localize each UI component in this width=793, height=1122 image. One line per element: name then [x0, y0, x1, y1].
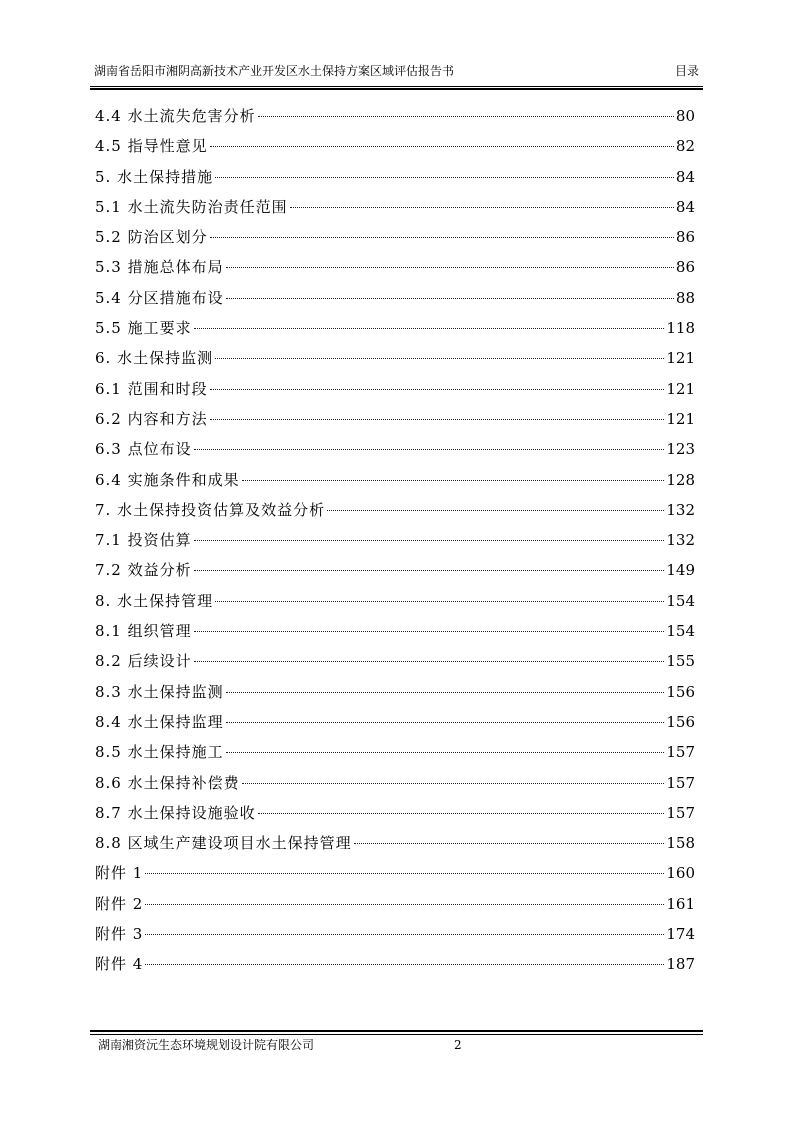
toc-entry-page: 128 — [666, 470, 695, 489]
toc-entry-label: 8.7 水土保持设施验收 — [95, 803, 256, 822]
toc-entry-page: 132 — [666, 531, 695, 550]
toc-entry[interactable] — [95, 707, 695, 737]
toc-entry-page: 84 — [675, 197, 695, 216]
toc-dot-leader — [242, 783, 665, 784]
toc-entry-page: 86 — [675, 258, 695, 277]
toc-entry[interactable] — [95, 343, 695, 373]
toc-entry[interactable] — [95, 737, 695, 767]
toc-dot-leader — [327, 510, 664, 511]
toc-entry-label: 6. 水土保持监测 — [95, 349, 214, 368]
toc-dot-leader — [194, 449, 665, 450]
toc-entry-label: 附件 1 — [95, 864, 144, 883]
toc-entry[interactable] — [95, 252, 695, 282]
page-header — [90, 64, 703, 86]
toc-dot-leader — [210, 146, 674, 147]
toc-entry[interactable] — [95, 162, 695, 192]
toc-dot-leader — [354, 843, 665, 844]
toc-entry[interactable] — [95, 222, 695, 252]
toc-entry[interactable] — [95, 586, 695, 616]
toc-entry-page: 121 — [666, 409, 695, 428]
toc-entry[interactable] — [95, 283, 695, 313]
toc-dot-leader — [215, 601, 664, 602]
toc-dot-leader — [226, 267, 674, 268]
toc-entry-page: 82 — [675, 137, 695, 156]
toc-dot-leader — [215, 177, 674, 178]
toc-entry-label: 5.2 防治区划分 — [95, 228, 208, 247]
toc-entry-page: 121 — [666, 349, 695, 368]
toc-entry-page: 157 — [666, 773, 695, 792]
toc-dot-leader — [210, 237, 674, 238]
toc-dot-leader — [226, 692, 665, 693]
toc-entry-label: 8.3 水土保持监测 — [95, 682, 224, 701]
toc-entry-page: 123 — [666, 440, 695, 459]
toc-entry-label: 8. 水土保持管理 — [95, 591, 214, 610]
toc-entry[interactable] — [95, 555, 695, 585]
toc-entry[interactable] — [95, 646, 695, 676]
toc-entry[interactable] — [95, 101, 695, 131]
toc-entry-label: 6.3 点位布设 — [95, 440, 192, 459]
header-rule-thin — [90, 86, 703, 87]
toc-entry[interactable] — [95, 677, 695, 707]
toc-dot-leader — [145, 873, 664, 874]
toc-entry-label: 5.4 分区措施布设 — [95, 288, 224, 307]
toc-entry-page: 121 — [666, 379, 695, 398]
toc-entry-label: 6.1 范围和时段 — [95, 379, 208, 398]
table-of-contents — [95, 101, 695, 980]
toc-entry[interactable] — [95, 313, 695, 343]
toc-dot-leader — [226, 298, 674, 299]
toc-entry-page: 161 — [666, 894, 695, 913]
toc-dot-leader — [194, 631, 665, 632]
toc-entry[interactable] — [95, 949, 695, 979]
toc-entry[interactable] — [95, 768, 695, 798]
toc-entry[interactable] — [95, 131, 695, 161]
toc-entry-page: 156 — [666, 682, 695, 701]
section-label: 目录 — [674, 64, 699, 78]
toc-dot-leader — [145, 964, 664, 965]
footer-rule-thick — [90, 1030, 703, 1032]
toc-entry-label: 附件 3 — [95, 925, 144, 944]
toc-entry-page: 132 — [666, 500, 695, 519]
toc-entry-label: 7. 水土保持投资估算及效益分析 — [95, 500, 326, 519]
toc-dot-leader — [194, 661, 665, 662]
toc-entry[interactable] — [95, 192, 695, 222]
toc-entry-label: 8.4 水土保持监理 — [95, 712, 224, 731]
toc-dot-leader — [145, 934, 664, 935]
toc-entry-page: 157 — [666, 743, 695, 762]
toc-entry-page: 174 — [666, 925, 695, 944]
toc-entry-label: 8.6 水土保持补偿费 — [95, 773, 240, 792]
toc-entry-label: 4.4 水土流失危害分析 — [95, 107, 256, 125]
toc-entry-page: 154 — [666, 591, 695, 610]
toc-entry-page: 149 — [666, 561, 695, 580]
toc-entry-label: 5.3 措施总体布局 — [95, 258, 224, 277]
toc-entry-label: 8.2 后续设计 — [95, 652, 192, 671]
toc-entry-label: 4.5 指导性意见 — [95, 137, 208, 156]
toc-entry-label: 5.5 施工要求 — [95, 319, 192, 338]
toc-entry-page: 154 — [666, 622, 695, 641]
toc-entry-label: 6.4 实施条件和成果 — [95, 470, 240, 489]
toc-entry-label: 6.2 内容和方法 — [95, 409, 208, 428]
toc-entry-page: 155 — [666, 652, 695, 671]
toc-entry[interactable] — [95, 404, 695, 434]
toc-entry-page: 84 — [675, 167, 695, 186]
toc-entry-label: 8.5 水土保持施工 — [95, 743, 224, 762]
toc-entry[interactable] — [95, 465, 695, 495]
toc-entry[interactable] — [95, 495, 695, 525]
toc-dot-leader — [145, 904, 664, 905]
toc-dot-leader — [290, 207, 674, 208]
toc-dot-leader — [194, 570, 665, 571]
toc-entry[interactable] — [95, 919, 695, 949]
toc-entry-page: 118 — [666, 319, 695, 338]
toc-dot-leader — [194, 328, 665, 329]
toc-dot-leader — [210, 419, 665, 420]
toc-entry[interactable] — [95, 798, 695, 828]
toc-entry-label: 8.1 组织管理 — [95, 622, 192, 641]
toc-entry-page: 157 — [666, 803, 695, 822]
toc-entry[interactable] — [95, 525, 695, 555]
header-rule-thick — [90, 88, 703, 90]
toc-entry[interactable] — [95, 889, 695, 919]
toc-entry-page: 86 — [675, 228, 695, 247]
toc-entry-label: 7.1 投资估算 — [95, 531, 192, 550]
toc-entry-page: 156 — [666, 712, 695, 731]
toc-entry-label: 7.2 效益分析 — [95, 561, 192, 580]
toc-entry[interactable] — [95, 616, 695, 646]
footer-rule-thin — [90, 1034, 703, 1035]
toc-dot-leader — [242, 480, 665, 481]
toc-entry-label: 附件 2 — [95, 894, 144, 913]
toc-entry-page: 88 — [675, 288, 695, 307]
toc-dot-leader — [258, 813, 665, 814]
toc-entry[interactable] — [95, 858, 695, 888]
page-number: 2 — [454, 1038, 462, 1052]
toc-entry-label: 8.8 区域生产建设项目水土保持管理 — [95, 834, 352, 853]
toc-entry-label: 5. 水土保持措施 — [95, 167, 214, 186]
toc-entry[interactable] — [95, 434, 695, 464]
toc-entry-page: 160 — [666, 864, 695, 883]
toc-dot-leader — [258, 116, 674, 117]
toc-dot-leader — [210, 389, 665, 390]
toc-entry[interactable] — [95, 374, 695, 404]
document-title: 湖南省岳阳市湘阴高新技术产业开发区水土保持方案区域评估报告书 — [94, 64, 455, 78]
toc-dot-leader — [226, 722, 665, 723]
toc-entry-label: 5.1 水土流失防治责任范围 — [95, 197, 288, 216]
company-name: 湖南湘资沅生态环境规划设计院有限公司 — [98, 1038, 315, 1052]
toc-dot-leader — [194, 540, 665, 541]
toc-dot-leader — [226, 752, 665, 753]
toc-entry-label: 附件 4 — [95, 955, 144, 974]
toc-entry-page: 80 — [675, 107, 695, 125]
toc-dot-leader — [215, 358, 664, 359]
toc-entry-page: 158 — [666, 834, 695, 853]
toc-entry-page: 187 — [666, 955, 695, 974]
toc-entry[interactable] — [95, 828, 695, 858]
